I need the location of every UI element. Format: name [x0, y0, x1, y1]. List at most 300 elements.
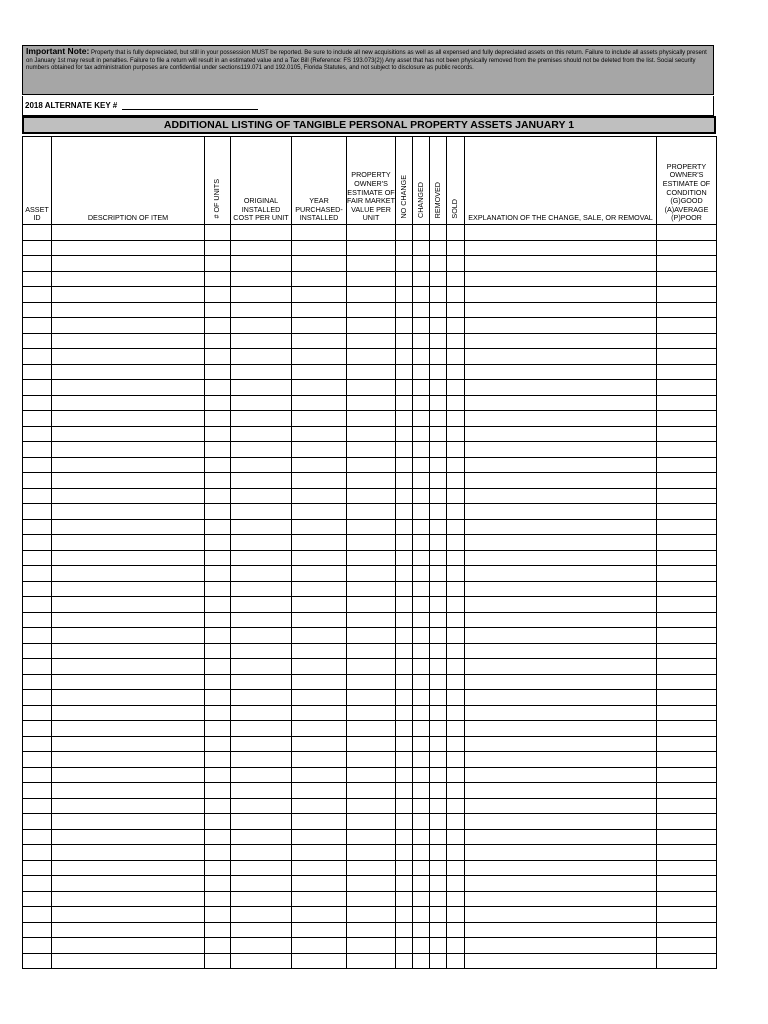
table-cell[interactable] [231, 504, 292, 520]
table-cell[interactable] [231, 876, 292, 892]
table-cell[interactable] [657, 473, 717, 489]
table-cell[interactable] [347, 938, 396, 954]
table-cell[interactable] [447, 597, 465, 613]
table-cell[interactable] [23, 426, 52, 442]
table-cell[interactable] [465, 566, 657, 582]
table-cell[interactable] [413, 395, 430, 411]
table-cell[interactable] [23, 333, 52, 349]
table-cell[interactable] [23, 628, 52, 644]
table-cell[interactable] [52, 752, 205, 768]
table-cell[interactable] [465, 240, 657, 256]
table-cell[interactable] [430, 891, 447, 907]
table-cell[interactable] [413, 504, 430, 520]
table-cell[interactable] [413, 628, 430, 644]
table-cell[interactable] [52, 364, 205, 380]
table-cell[interactable] [413, 922, 430, 938]
table-cell[interactable] [52, 767, 205, 783]
table-cell[interactable] [447, 566, 465, 582]
table-cell[interactable] [413, 473, 430, 489]
table-cell[interactable] [347, 442, 396, 458]
table-cell[interactable] [205, 225, 231, 241]
table-cell[interactable] [413, 783, 430, 799]
table-cell[interactable] [292, 643, 347, 659]
table-cell[interactable] [23, 922, 52, 938]
table-cell[interactable] [52, 659, 205, 675]
table-cell[interactable] [205, 287, 231, 303]
table-cell[interactable] [447, 643, 465, 659]
table-cell[interactable] [292, 721, 347, 737]
table-cell[interactable] [205, 721, 231, 737]
table-cell[interactable] [430, 566, 447, 582]
table-cell[interactable] [465, 953, 657, 969]
table-cell[interactable] [205, 643, 231, 659]
table-cell[interactable] [23, 287, 52, 303]
table-cell[interactable] [231, 938, 292, 954]
table-cell[interactable] [413, 938, 430, 954]
table-cell[interactable] [347, 504, 396, 520]
table-cell[interactable] [205, 860, 231, 876]
table-cell[interactable] [231, 240, 292, 256]
table-cell[interactable] [52, 349, 205, 365]
table-cell[interactable] [430, 643, 447, 659]
table-cell[interactable] [52, 457, 205, 473]
table-cell[interactable] [430, 674, 447, 690]
table-cell[interactable] [23, 860, 52, 876]
table-cell[interactable] [23, 457, 52, 473]
table-cell[interactable] [347, 380, 396, 396]
table-cell[interactable] [292, 504, 347, 520]
table-cell[interactable] [657, 628, 717, 644]
table-cell[interactable] [396, 953, 413, 969]
table-cell[interactable] [205, 364, 231, 380]
table-cell[interactable] [23, 302, 52, 318]
table-cell[interactable] [23, 767, 52, 783]
table-cell[interactable] [231, 488, 292, 504]
table-cell[interactable] [396, 674, 413, 690]
table-cell[interactable] [347, 922, 396, 938]
table-cell[interactable] [231, 318, 292, 334]
table-cell[interactable] [23, 442, 52, 458]
table-cell[interactable] [231, 798, 292, 814]
alternate-key-field[interactable] [122, 101, 258, 110]
table-cell[interactable] [52, 395, 205, 411]
table-cell[interactable] [292, 876, 347, 892]
table-cell[interactable] [347, 783, 396, 799]
table-cell[interactable] [413, 581, 430, 597]
table-cell[interactable] [657, 566, 717, 582]
table-cell[interactable] [205, 953, 231, 969]
table-cell[interactable] [396, 426, 413, 442]
table-cell[interactable] [52, 488, 205, 504]
table-cell[interactable] [465, 426, 657, 442]
table-cell[interactable] [430, 798, 447, 814]
table-cell[interactable] [347, 240, 396, 256]
table-cell[interactable] [23, 938, 52, 954]
table-cell[interactable] [205, 798, 231, 814]
table-cell[interactable] [396, 395, 413, 411]
table-cell[interactable] [52, 504, 205, 520]
table-cell[interactable] [657, 876, 717, 892]
table-cell[interactable] [292, 302, 347, 318]
table-cell[interactable] [205, 767, 231, 783]
table-cell[interactable] [292, 674, 347, 690]
table-cell[interactable] [430, 736, 447, 752]
table-cell[interactable] [447, 256, 465, 272]
table-cell[interactable] [447, 783, 465, 799]
table-cell[interactable] [396, 643, 413, 659]
table-cell[interactable] [292, 256, 347, 272]
table-cell[interactable] [447, 814, 465, 830]
table-cell[interactable] [205, 783, 231, 799]
table-cell[interactable] [23, 380, 52, 396]
table-cell[interactable] [447, 953, 465, 969]
table-cell[interactable] [430, 907, 447, 923]
table-cell[interactable] [205, 333, 231, 349]
table-cell[interactable] [657, 643, 717, 659]
table-cell[interactable] [347, 473, 396, 489]
table-cell[interactable] [205, 411, 231, 427]
table-cell[interactable] [347, 488, 396, 504]
table-cell[interactable] [292, 628, 347, 644]
table-cell[interactable] [292, 442, 347, 458]
table-cell[interactable] [52, 876, 205, 892]
table-cell[interactable] [465, 256, 657, 272]
table-cell[interactable] [231, 333, 292, 349]
table-cell[interactable] [657, 488, 717, 504]
table-cell[interactable] [657, 922, 717, 938]
table-cell[interactable] [430, 705, 447, 721]
table-cell[interactable] [23, 535, 52, 551]
table-cell[interactable] [413, 597, 430, 613]
table-cell[interactable] [413, 736, 430, 752]
table-cell[interactable] [292, 767, 347, 783]
table-cell[interactable] [23, 953, 52, 969]
table-cell[interactable] [413, 364, 430, 380]
table-cell[interactable] [447, 380, 465, 396]
table-cell[interactable] [396, 876, 413, 892]
table-cell[interactable] [52, 922, 205, 938]
table-cell[interactable] [347, 271, 396, 287]
table-cell[interactable] [52, 271, 205, 287]
table-cell[interactable] [23, 271, 52, 287]
table-cell[interactable] [447, 271, 465, 287]
table-cell[interactable] [292, 519, 347, 535]
table-cell[interactable] [396, 256, 413, 272]
table-cell[interactable] [657, 938, 717, 954]
table-cell[interactable] [447, 504, 465, 520]
table-cell[interactable] [231, 256, 292, 272]
table-cell[interactable] [52, 674, 205, 690]
table-cell[interactable] [465, 674, 657, 690]
table-cell[interactable] [292, 860, 347, 876]
table-cell[interactable] [52, 736, 205, 752]
table-cell[interactable] [347, 302, 396, 318]
table-cell[interactable] [23, 225, 52, 241]
table-cell[interactable] [292, 953, 347, 969]
table-cell[interactable] [23, 240, 52, 256]
table-cell[interactable] [396, 829, 413, 845]
table-cell[interactable] [413, 380, 430, 396]
table-cell[interactable] [231, 364, 292, 380]
table-cell[interactable] [347, 752, 396, 768]
table-cell[interactable] [205, 845, 231, 861]
table-cell[interactable] [292, 364, 347, 380]
table-cell[interactable] [465, 767, 657, 783]
table-cell[interactable] [231, 566, 292, 582]
table-cell[interactable] [396, 380, 413, 396]
table-cell[interactable] [231, 674, 292, 690]
table-cell[interactable] [657, 721, 717, 737]
table-cell[interactable] [231, 395, 292, 411]
table-cell[interactable] [465, 643, 657, 659]
table-cell[interactable] [396, 364, 413, 380]
table-cell[interactable] [52, 426, 205, 442]
table-cell[interactable] [396, 411, 413, 427]
table-cell[interactable] [347, 891, 396, 907]
table-cell[interactable] [292, 798, 347, 814]
table-cell[interactable] [23, 814, 52, 830]
table-cell[interactable] [657, 767, 717, 783]
table-cell[interactable] [447, 922, 465, 938]
table-cell[interactable] [413, 953, 430, 969]
table-cell[interactable] [430, 302, 447, 318]
table-cell[interactable] [396, 442, 413, 458]
table-cell[interactable] [657, 535, 717, 551]
table-cell[interactable] [347, 426, 396, 442]
table-cell[interactable] [396, 504, 413, 520]
table-cell[interactable] [292, 659, 347, 675]
table-cell[interactable] [465, 612, 657, 628]
table-cell[interactable] [430, 829, 447, 845]
table-cell[interactable] [657, 690, 717, 706]
table-cell[interactable] [396, 535, 413, 551]
table-cell[interactable] [231, 721, 292, 737]
table-cell[interactable] [396, 519, 413, 535]
table-cell[interactable] [292, 287, 347, 303]
table-cell[interactable] [396, 860, 413, 876]
table-cell[interactable] [396, 240, 413, 256]
table-cell[interactable] [657, 612, 717, 628]
table-cell[interactable] [347, 612, 396, 628]
table-cell[interactable] [447, 752, 465, 768]
table-cell[interactable] [231, 349, 292, 365]
table-cell[interactable] [430, 659, 447, 675]
table-cell[interactable] [430, 287, 447, 303]
table-cell[interactable] [465, 271, 657, 287]
table-cell[interactable] [413, 457, 430, 473]
table-cell[interactable] [205, 922, 231, 938]
table-cell[interactable] [447, 798, 465, 814]
table-cell[interactable] [430, 349, 447, 365]
table-cell[interactable] [396, 705, 413, 721]
table-cell[interactable] [205, 271, 231, 287]
table-cell[interactable] [396, 550, 413, 566]
table-cell[interactable] [347, 395, 396, 411]
table-cell[interactable] [52, 829, 205, 845]
table-cell[interactable] [205, 349, 231, 365]
table-cell[interactable] [396, 907, 413, 923]
table-cell[interactable] [447, 767, 465, 783]
table-cell[interactable] [205, 535, 231, 551]
table-cell[interactable] [205, 736, 231, 752]
table-cell[interactable] [52, 860, 205, 876]
table-cell[interactable] [465, 333, 657, 349]
table-cell[interactable] [292, 891, 347, 907]
table-cell[interactable] [396, 783, 413, 799]
table-cell[interactable] [465, 721, 657, 737]
table-cell[interactable] [52, 287, 205, 303]
table-cell[interactable] [465, 488, 657, 504]
table-cell[interactable] [430, 922, 447, 938]
table-cell[interactable] [465, 907, 657, 923]
table-cell[interactable] [447, 721, 465, 737]
table-cell[interactable] [413, 256, 430, 272]
table-cell[interactable] [447, 860, 465, 876]
table-cell[interactable] [231, 442, 292, 458]
table-cell[interactable] [23, 659, 52, 675]
table-cell[interactable] [413, 860, 430, 876]
table-cell[interactable] [657, 411, 717, 427]
table-cell[interactable] [347, 581, 396, 597]
table-cell[interactable] [231, 271, 292, 287]
table-cell[interactable] [413, 690, 430, 706]
table-cell[interactable] [465, 798, 657, 814]
table-cell[interactable] [657, 752, 717, 768]
table-cell[interactable] [465, 550, 657, 566]
table-cell[interactable] [347, 256, 396, 272]
table-cell[interactable] [413, 674, 430, 690]
table-cell[interactable] [52, 643, 205, 659]
table-cell[interactable] [465, 736, 657, 752]
table-cell[interactable] [292, 411, 347, 427]
table-cell[interactable] [23, 752, 52, 768]
table-cell[interactable] [231, 473, 292, 489]
table-cell[interactable] [447, 829, 465, 845]
table-cell[interactable] [657, 860, 717, 876]
table-cell[interactable] [396, 302, 413, 318]
table-cell[interactable] [347, 798, 396, 814]
table-cell[interactable] [447, 535, 465, 551]
table-cell[interactable] [231, 628, 292, 644]
table-cell[interactable] [231, 535, 292, 551]
table-cell[interactable] [465, 395, 657, 411]
table-cell[interactable] [396, 566, 413, 582]
table-cell[interactable] [465, 876, 657, 892]
table-cell[interactable] [231, 287, 292, 303]
table-cell[interactable] [413, 891, 430, 907]
table-cell[interactable] [205, 256, 231, 272]
table-cell[interactable] [52, 783, 205, 799]
table-cell[interactable] [430, 581, 447, 597]
table-cell[interactable] [52, 814, 205, 830]
table-cell[interactable] [447, 907, 465, 923]
table-cell[interactable] [413, 535, 430, 551]
table-cell[interactable] [413, 271, 430, 287]
table-cell[interactable] [396, 767, 413, 783]
table-cell[interactable] [205, 814, 231, 830]
table-cell[interactable] [205, 674, 231, 690]
table-cell[interactable] [447, 426, 465, 442]
table-cell[interactable] [413, 814, 430, 830]
table-cell[interactable] [347, 225, 396, 241]
table-cell[interactable] [447, 395, 465, 411]
table-cell[interactable] [23, 829, 52, 845]
table-cell[interactable] [396, 597, 413, 613]
table-cell[interactable] [657, 953, 717, 969]
table-cell[interactable] [430, 380, 447, 396]
table-cell[interactable] [231, 581, 292, 597]
table-cell[interactable] [52, 628, 205, 644]
table-cell[interactable] [231, 690, 292, 706]
table-cell[interactable] [447, 612, 465, 628]
table-cell[interactable] [347, 814, 396, 830]
table-cell[interactable] [413, 643, 430, 659]
table-cell[interactable] [292, 736, 347, 752]
table-cell[interactable] [396, 457, 413, 473]
table-cell[interactable] [23, 674, 52, 690]
table-cell[interactable] [205, 690, 231, 706]
table-cell[interactable] [23, 845, 52, 861]
table-cell[interactable] [292, 581, 347, 597]
table-cell[interactable] [657, 349, 717, 365]
table-cell[interactable] [657, 798, 717, 814]
table-cell[interactable] [396, 349, 413, 365]
table-cell[interactable] [52, 566, 205, 582]
table-cell[interactable] [413, 318, 430, 334]
table-cell[interactable] [447, 442, 465, 458]
table-cell[interactable] [430, 721, 447, 737]
table-cell[interactable] [23, 798, 52, 814]
table-cell[interactable] [292, 225, 347, 241]
table-cell[interactable] [52, 721, 205, 737]
table-cell[interactable] [396, 891, 413, 907]
table-cell[interactable] [396, 659, 413, 675]
table-cell[interactable] [430, 395, 447, 411]
table-cell[interactable] [23, 907, 52, 923]
table-cell[interactable] [347, 643, 396, 659]
table-cell[interactable] [231, 550, 292, 566]
table-cell[interactable] [231, 426, 292, 442]
table-cell[interactable] [52, 519, 205, 535]
table-cell[interactable] [657, 674, 717, 690]
table-cell[interactable] [231, 380, 292, 396]
table-cell[interactable] [430, 473, 447, 489]
table-cell[interactable] [292, 395, 347, 411]
table-cell[interactable] [52, 938, 205, 954]
table-cell[interactable] [292, 473, 347, 489]
table-cell[interactable] [396, 752, 413, 768]
table-cell[interactable] [465, 783, 657, 799]
table-cell[interactable] [465, 457, 657, 473]
table-cell[interactable] [52, 612, 205, 628]
table-cell[interactable] [465, 891, 657, 907]
table-cell[interactable] [347, 597, 396, 613]
table-cell[interactable] [413, 659, 430, 675]
table-cell[interactable] [465, 752, 657, 768]
table-cell[interactable] [657, 891, 717, 907]
table-cell[interactable] [657, 395, 717, 411]
table-cell[interactable] [23, 504, 52, 520]
table-cell[interactable] [447, 473, 465, 489]
table-cell[interactable] [347, 690, 396, 706]
table-cell[interactable] [52, 581, 205, 597]
table-cell[interactable] [347, 829, 396, 845]
table-cell[interactable] [292, 318, 347, 334]
table-cell[interactable] [430, 426, 447, 442]
table-cell[interactable] [205, 302, 231, 318]
table-cell[interactable] [347, 333, 396, 349]
table-cell[interactable] [347, 566, 396, 582]
